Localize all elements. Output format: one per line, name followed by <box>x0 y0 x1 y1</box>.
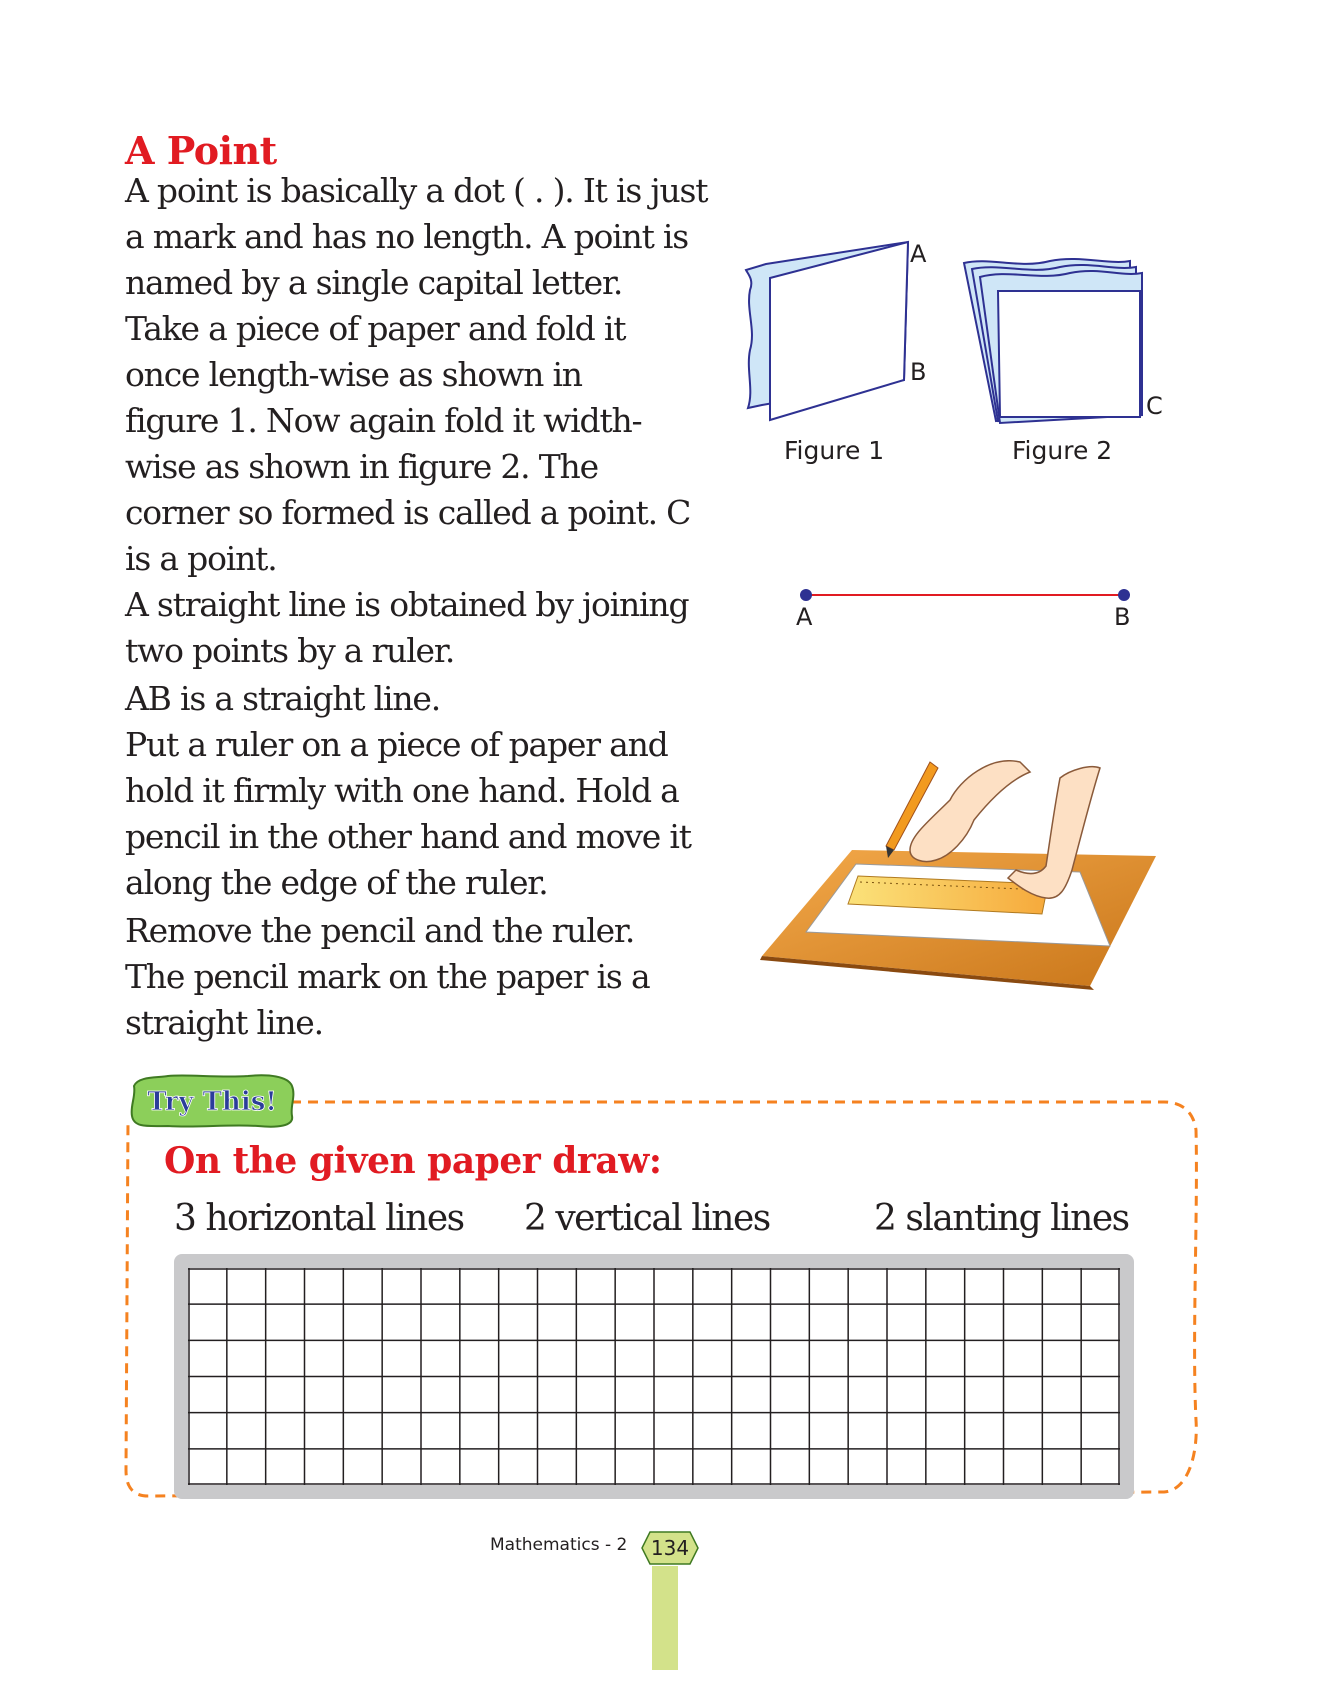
figure-1-point-b: B <box>910 358 927 386</box>
text-line: The pencil mark on the paper is a <box>125 957 650 996</box>
text-line: along the edge of the ruler. <box>125 863 548 902</box>
text-line: AB is a straight line. <box>125 679 441 718</box>
line-label-a: A <box>796 603 813 631</box>
figure-2-point-c: C <box>1146 392 1163 420</box>
figure-1-point-a: A <box>910 240 927 268</box>
text-line: hold it firmly with one hand. Hold a <box>125 771 679 810</box>
page-number: 134 <box>650 1536 690 1560</box>
text-line: wise as shown in figure 2. The <box>125 447 598 486</box>
line-segment-ab <box>795 585 1135 605</box>
try-this-title: On the given paper draw: <box>164 1140 662 1182</box>
footer-subject: Mathematics - 2 <box>490 1535 628 1555</box>
square-grid[interactable] <box>188 1268 1120 1485</box>
text-line: Take a piece of paper and fold it <box>125 309 626 348</box>
text-line: straight line. <box>125 1003 323 1042</box>
text-line: Remove the pencil and the ruler. <box>125 911 635 950</box>
figure-1-label: Figure 1 <box>784 436 885 465</box>
text-line: a mark and has no length. A point is <box>125 217 689 256</box>
task-slanting-lines: 2 slanting lines <box>874 1198 1129 1239</box>
text-line: A straight line is obtained by joining <box>125 585 689 624</box>
paragraph-remove <box>125 908 725 954</box>
grid-paper <box>174 1254 1134 1499</box>
text-line: Put a ruler on a piece of paper and <box>125 725 668 764</box>
figure-2-label: Figure 2 <box>1012 436 1113 465</box>
line-label-b: B <box>1114 603 1131 631</box>
paragraph-pencil-mark <box>125 954 725 1046</box>
ruler-drawing-illustration <box>760 760 1160 990</box>
text-line: corner so formed is called a point. C <box>125 493 691 532</box>
text-line: A point is basically a dot ( . ). It is just <box>125 171 708 210</box>
figure-1-folded-paper <box>740 230 920 430</box>
paragraph-fold-paper <box>125 306 725 582</box>
try-this-badge <box>128 1072 296 1134</box>
task-horizontal-lines: 3 horizontal lines <box>174 1198 464 1239</box>
paragraph-ruler-instructions <box>125 722 725 906</box>
grid-area[interactable] <box>188 1268 1120 1485</box>
text-line: is a point. <box>125 539 277 578</box>
try-this-badge-shape <box>128 1072 296 1130</box>
paragraph-point-definition <box>125 168 725 306</box>
text-line: two points by a ruler. <box>125 631 455 670</box>
text-line: named by a single capital letter. <box>125 263 623 302</box>
task-vertical-lines: 2 vertical lines <box>524 1198 770 1239</box>
figure-2-folded-paper <box>960 255 1150 430</box>
badge-text: Try This! <box>147 1087 277 1117</box>
point-a-dot <box>800 589 812 601</box>
fold-front-square <box>998 291 1140 417</box>
point-b-dot <box>1118 589 1130 601</box>
paragraph-ab-line <box>125 676 725 722</box>
text-line: once length-wise as shown in <box>125 355 582 394</box>
section-heading: A Point <box>125 128 277 173</box>
paragraph-straight-line <box>125 582 725 674</box>
text-line: pencil in the other hand and move it <box>125 817 691 856</box>
text-line: figure 1. Now again fold it width- <box>125 401 642 440</box>
page-number-strip <box>652 1566 678 1670</box>
